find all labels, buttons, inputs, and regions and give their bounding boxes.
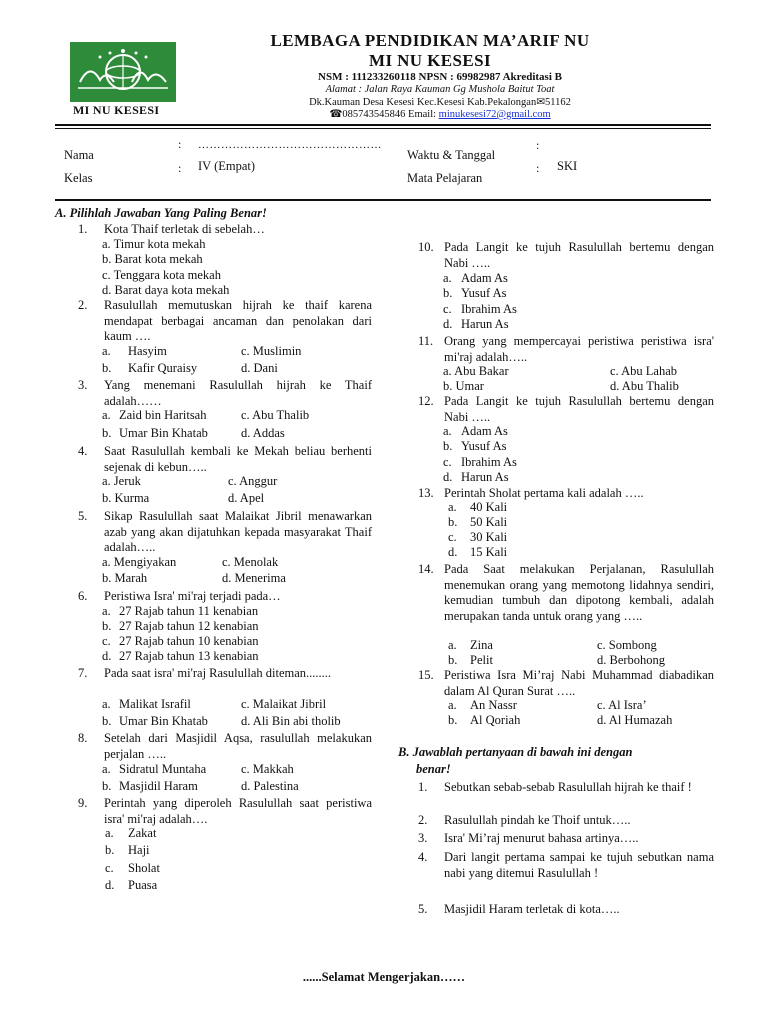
question-text: Rasulullah pindah ke Thoif untuk…..: [444, 813, 631, 827]
email-link[interactable]: minukesesi72@gmail.com: [438, 109, 551, 120]
option-letter: b.: [102, 714, 112, 728]
question-number: 10.: [418, 240, 434, 254]
option[interactable]: a. Mengiyakan: [102, 555, 177, 569]
option[interactable]: Umar Bin Khatab: [119, 714, 208, 728]
option[interactable]: Masjidil Haram: [119, 779, 198, 793]
option[interactable]: An Nassr: [470, 698, 517, 712]
question-text: Saat Rasulullah kembali ke Mekah beliau berhenti sejenak di kebun…..: [104, 444, 372, 474]
option[interactable]: c. Anggur: [228, 474, 278, 488]
question-number: 4.: [78, 444, 88, 458]
question-number: 2.: [78, 298, 88, 312]
option[interactable]: Umar Bin Khatab: [119, 426, 208, 440]
section-a-heading: A. Pilihlah Jawaban Yang Paling Benar!: [55, 206, 267, 220]
option-letter: d.: [443, 317, 453, 331]
school-address-2: [240, 96, 640, 108]
option-letter: d.: [105, 878, 115, 892]
option-letter: c.: [448, 530, 457, 544]
nu-emblem-icon: [70, 42, 176, 102]
header-divider: [55, 124, 711, 126]
option[interactable]: c. Malaikat Jibril: [241, 697, 327, 711]
option-letter: b.: [443, 286, 453, 300]
option[interactable]: Yusuf As: [461, 286, 507, 300]
question-text: Sebutkan sebab-sebab Rasulullah hijrah ke thaif !: [444, 780, 692, 794]
mapel-value: SKI: [557, 159, 578, 173]
option-letter: a.: [448, 698, 457, 712]
postal-code: 51162: [545, 97, 571, 108]
option-letter: b.: [102, 426, 112, 440]
option[interactable]: Hasyim: [128, 344, 167, 358]
option[interactable]: Ibrahim As: [461, 455, 517, 469]
question-text: Isra' Mi’raj menurut bahasa artinya…..: [444, 831, 639, 845]
question-number: 5.: [78, 509, 88, 523]
question-text: Rasulullah memutuskan hijrah ke thaif karena mendapat berbagai ancaman dan penolakan dari kaum ….: [104, 298, 372, 343]
section-b-heading-cont: benar!: [416, 762, 451, 776]
option-letter: d.: [443, 470, 453, 484]
option-letter: b.: [443, 439, 453, 453]
question-number: 12.: [418, 394, 434, 408]
question-number: 6.: [78, 589, 88, 603]
option-letter: b.: [105, 843, 115, 857]
question-text: Sikap Rasulullah saat Malaikat Jibril menawarkan azab yang akan dijatuhkan kepada masyarakat Thaif adalah…..: [104, 509, 372, 554]
question-text: Kota Thaif terletak di sebelah…: [104, 222, 265, 236]
option-letter: a.: [105, 826, 114, 840]
waktu-label: Waktu & Tanggal: [407, 148, 496, 162]
question-text: Dari langit pertama sampai ke tujuh sebutkan nama nabi yang ditemui Rasulullah !: [444, 850, 714, 880]
option-letter: b.: [102, 619, 112, 633]
question-text: Orang yang mempercayai peristiwa peristiwa isra' mi'raj adalah…..: [444, 334, 714, 364]
question-text: Peristiwa Isra Mi’raj Nabi Muhammad diabadikan dalam Al Quran Surat …..: [444, 668, 714, 698]
option-letter: c.: [105, 861, 114, 875]
waktu-colon: :: [536, 138, 540, 152]
question-number: 13.: [418, 486, 434, 500]
option[interactable]: 27 Rajab tahun 11 kenabian: [119, 604, 259, 618]
option[interactable]: 15 Kali: [470, 545, 508, 559]
kelas-label: Kelas: [64, 171, 93, 185]
option[interactable]: c. Abu Thalib: [241, 408, 310, 422]
question-number: 8.: [78, 731, 88, 745]
institution-title: LEMBAGA PENDIDIKAN MA’ARIF NU: [270, 31, 590, 50]
option[interactable]: Adam As: [461, 424, 508, 438]
question-text: Pada Langit ke tujuh Rasulullah bertemu dengan Nabi …..: [444, 394, 714, 424]
question-number: 3.: [418, 831, 428, 845]
option[interactable]: 40 Kali: [470, 500, 508, 514]
section-b-heading: B. Jawablah pertanyaan di bawah ini dengan: [398, 745, 633, 759]
option[interactable]: d. Al Humazah: [597, 713, 673, 727]
option[interactable]: Adam As: [461, 271, 508, 285]
option[interactable]: a. Abu Bakar: [443, 364, 509, 378]
question-number: 2.: [418, 813, 428, 827]
option[interactable]: Malikat Israfil: [119, 697, 191, 711]
question-number: 9.: [78, 796, 88, 810]
option[interactable]: b. Marah: [102, 571, 148, 585]
option-letter: a.: [448, 500, 457, 514]
option[interactable]: Harun As: [461, 470, 509, 484]
option[interactable]: a. Jeruk: [102, 474, 141, 488]
option[interactable]: Al Qoriah: [470, 713, 521, 727]
option-letter: a.: [443, 271, 452, 285]
option-letter: a.: [102, 762, 111, 776]
nama-field[interactable]: …………………………………………: [198, 139, 382, 151]
question-text: Yang menemani Rasulullah hijrah ke Thaif adalah……: [104, 378, 372, 408]
header-divider-thin: [55, 128, 711, 129]
option[interactable]: d. Ali Bin abi tholib: [241, 714, 341, 728]
option[interactable]: Zaid bin Haritsah: [119, 408, 207, 422]
kelas-value: IV (Empat): [198, 159, 256, 173]
option-letter: a.: [102, 697, 111, 711]
option[interactable]: Pelit: [470, 653, 493, 667]
option[interactable]: Sholat: [128, 861, 160, 875]
option[interactable]: d. Addas: [241, 426, 285, 440]
option[interactable]: d. Menerima: [222, 571, 286, 585]
school-logo: [70, 42, 176, 102]
option-letter: a.: [102, 604, 111, 618]
option[interactable]: Harun As: [461, 317, 509, 331]
option[interactable]: Puasa: [128, 878, 158, 892]
option[interactable]: 27 Rajab tahun 10 kenabian: [119, 634, 259, 648]
option[interactable]: c. Sombong: [597, 638, 657, 652]
option[interactable]: 27 Rajab tahun 12 kenabian: [119, 619, 259, 633]
email-label: Email:: [408, 109, 437, 120]
option[interactable]: b. Barat kota mekah: [102, 252, 203, 266]
option[interactable]: Kafir Quraisy: [128, 361, 198, 375]
question-text: Pada Langit ke tujuh Rasulullah bertemu dengan Nabi …..: [444, 240, 714, 270]
envelope-icon: ✉: [536, 97, 546, 108]
telephone-icon: ☎: [329, 109, 343, 120]
closing-message: ......Selamat Mengerjakan……: [302, 970, 466, 984]
school-contact: [240, 108, 640, 120]
option[interactable]: Sidratul Muntaha: [119, 762, 207, 776]
question-number: 7.: [78, 666, 88, 680]
question-number: 1.: [418, 780, 428, 794]
nama-colon: :: [178, 137, 182, 151]
option-letter: b.: [448, 713, 458, 727]
option[interactable]: d. Dani: [241, 361, 278, 375]
school-name: MI NU KESESI: [369, 51, 491, 70]
option[interactable]: d. Apel: [228, 491, 265, 505]
option-letter: a.: [443, 424, 452, 438]
question-number: 3.: [78, 378, 88, 392]
question-number: 4.: [418, 850, 428, 864]
question-number: 15.: [418, 668, 434, 682]
question-text: Pada Saat melakukan Perjalanan, Rasulullah menemukan orang yang memotong lidahnya sendiri, kemudian tumbuh dan dipotong kembali, adalah merupakan tanda untuk orang yang …..: [444, 562, 714, 623]
option-letter: c.: [443, 302, 452, 316]
option-letter: a.: [448, 638, 457, 652]
address-line: Dk.Kauman Desa Kesesi Kec.Kesesi Kab.Pekalongan: [309, 97, 537, 108]
question-number: 14.: [418, 562, 434, 576]
question-number: 11.: [418, 334, 434, 348]
option[interactable]: b. Umar: [443, 379, 484, 393]
option[interactable]: Yusuf As: [461, 439, 507, 453]
phone-number: 085743545846: [342, 109, 406, 120]
option[interactable]: d. Barat daya kota mekah: [102, 283, 230, 297]
option[interactable]: c. Abu Lahab: [610, 364, 677, 378]
option-letter: a.: [102, 408, 111, 422]
option-letter: a.: [102, 344, 111, 358]
identity-divider: [55, 199, 711, 201]
school-address: Alamat : Jalan Raya Kauman Gg Mushola Baitut Toat: [325, 84, 555, 95]
option-letter: b.: [102, 361, 112, 375]
option[interactable]: d. Abu Thalib: [610, 379, 679, 393]
question-text: Setelah dari Masjidil Aqsa, rasulullah melakukan perjalan …..: [104, 731, 372, 761]
question-text: Masjidil Haram terletak di kota…..: [444, 902, 620, 916]
option-letter: d.: [448, 545, 458, 559]
option[interactable]: 27 Rajab tahun 13 kenabian: [119, 649, 259, 663]
nama-label: Nama: [64, 148, 94, 162]
option[interactable]: c. Muslimin: [241, 344, 302, 358]
option[interactable]: c. Al Isra’: [597, 698, 647, 712]
question-text: Perintah Sholat pertama kali adalah …..: [444, 486, 644, 500]
mapel-colon: :: [536, 161, 540, 175]
option[interactable]: c. Menolak: [222, 555, 279, 569]
question-text: Peristiwa Isra' mi'raj terjadi pada…: [104, 589, 281, 603]
option[interactable]: a. Timur kota mekah: [102, 237, 206, 251]
mapel-label: Mata Pelajaran: [407, 171, 483, 185]
school-ids: NSM : 111233260118 NPSN : 69982987 Akreditasi B: [318, 71, 562, 83]
option-letter: b.: [448, 515, 458, 529]
option-letter: d.: [102, 649, 112, 663]
option[interactable]: c. Makkah: [241, 762, 294, 776]
option[interactable]: c. Tenggara kota mekah: [102, 268, 221, 282]
option-letter: b.: [102, 779, 112, 793]
question-number: 1.: [78, 222, 88, 236]
option[interactable]: 50 Kali: [470, 515, 508, 529]
kelas-colon: :: [178, 161, 182, 175]
option[interactable]: Zakat: [128, 826, 157, 840]
option-letter: b.: [448, 653, 458, 667]
option[interactable]: 30 Kali: [470, 530, 508, 544]
logo-caption: MI NU KESESI: [73, 103, 160, 117]
option[interactable]: Ibrahim As: [461, 302, 517, 316]
option[interactable]: b. Kurma: [102, 491, 150, 505]
question-text: Pada saat isra' mi'raj Rasulullah diteman........: [104, 666, 332, 680]
option-letter: c.: [443, 455, 452, 469]
option[interactable]: d. Berbohong: [597, 653, 666, 667]
option[interactable]: Zina: [470, 638, 493, 652]
question-number: 5.: [418, 902, 428, 916]
option-letter: c.: [102, 634, 111, 648]
question-text: Perintah yang diperoleh Rasulullah saat peristiwa isra' mi'raj adalah….: [104, 796, 372, 826]
option[interactable]: d. Palestina: [241, 779, 299, 793]
option[interactable]: Haji: [128, 843, 150, 857]
